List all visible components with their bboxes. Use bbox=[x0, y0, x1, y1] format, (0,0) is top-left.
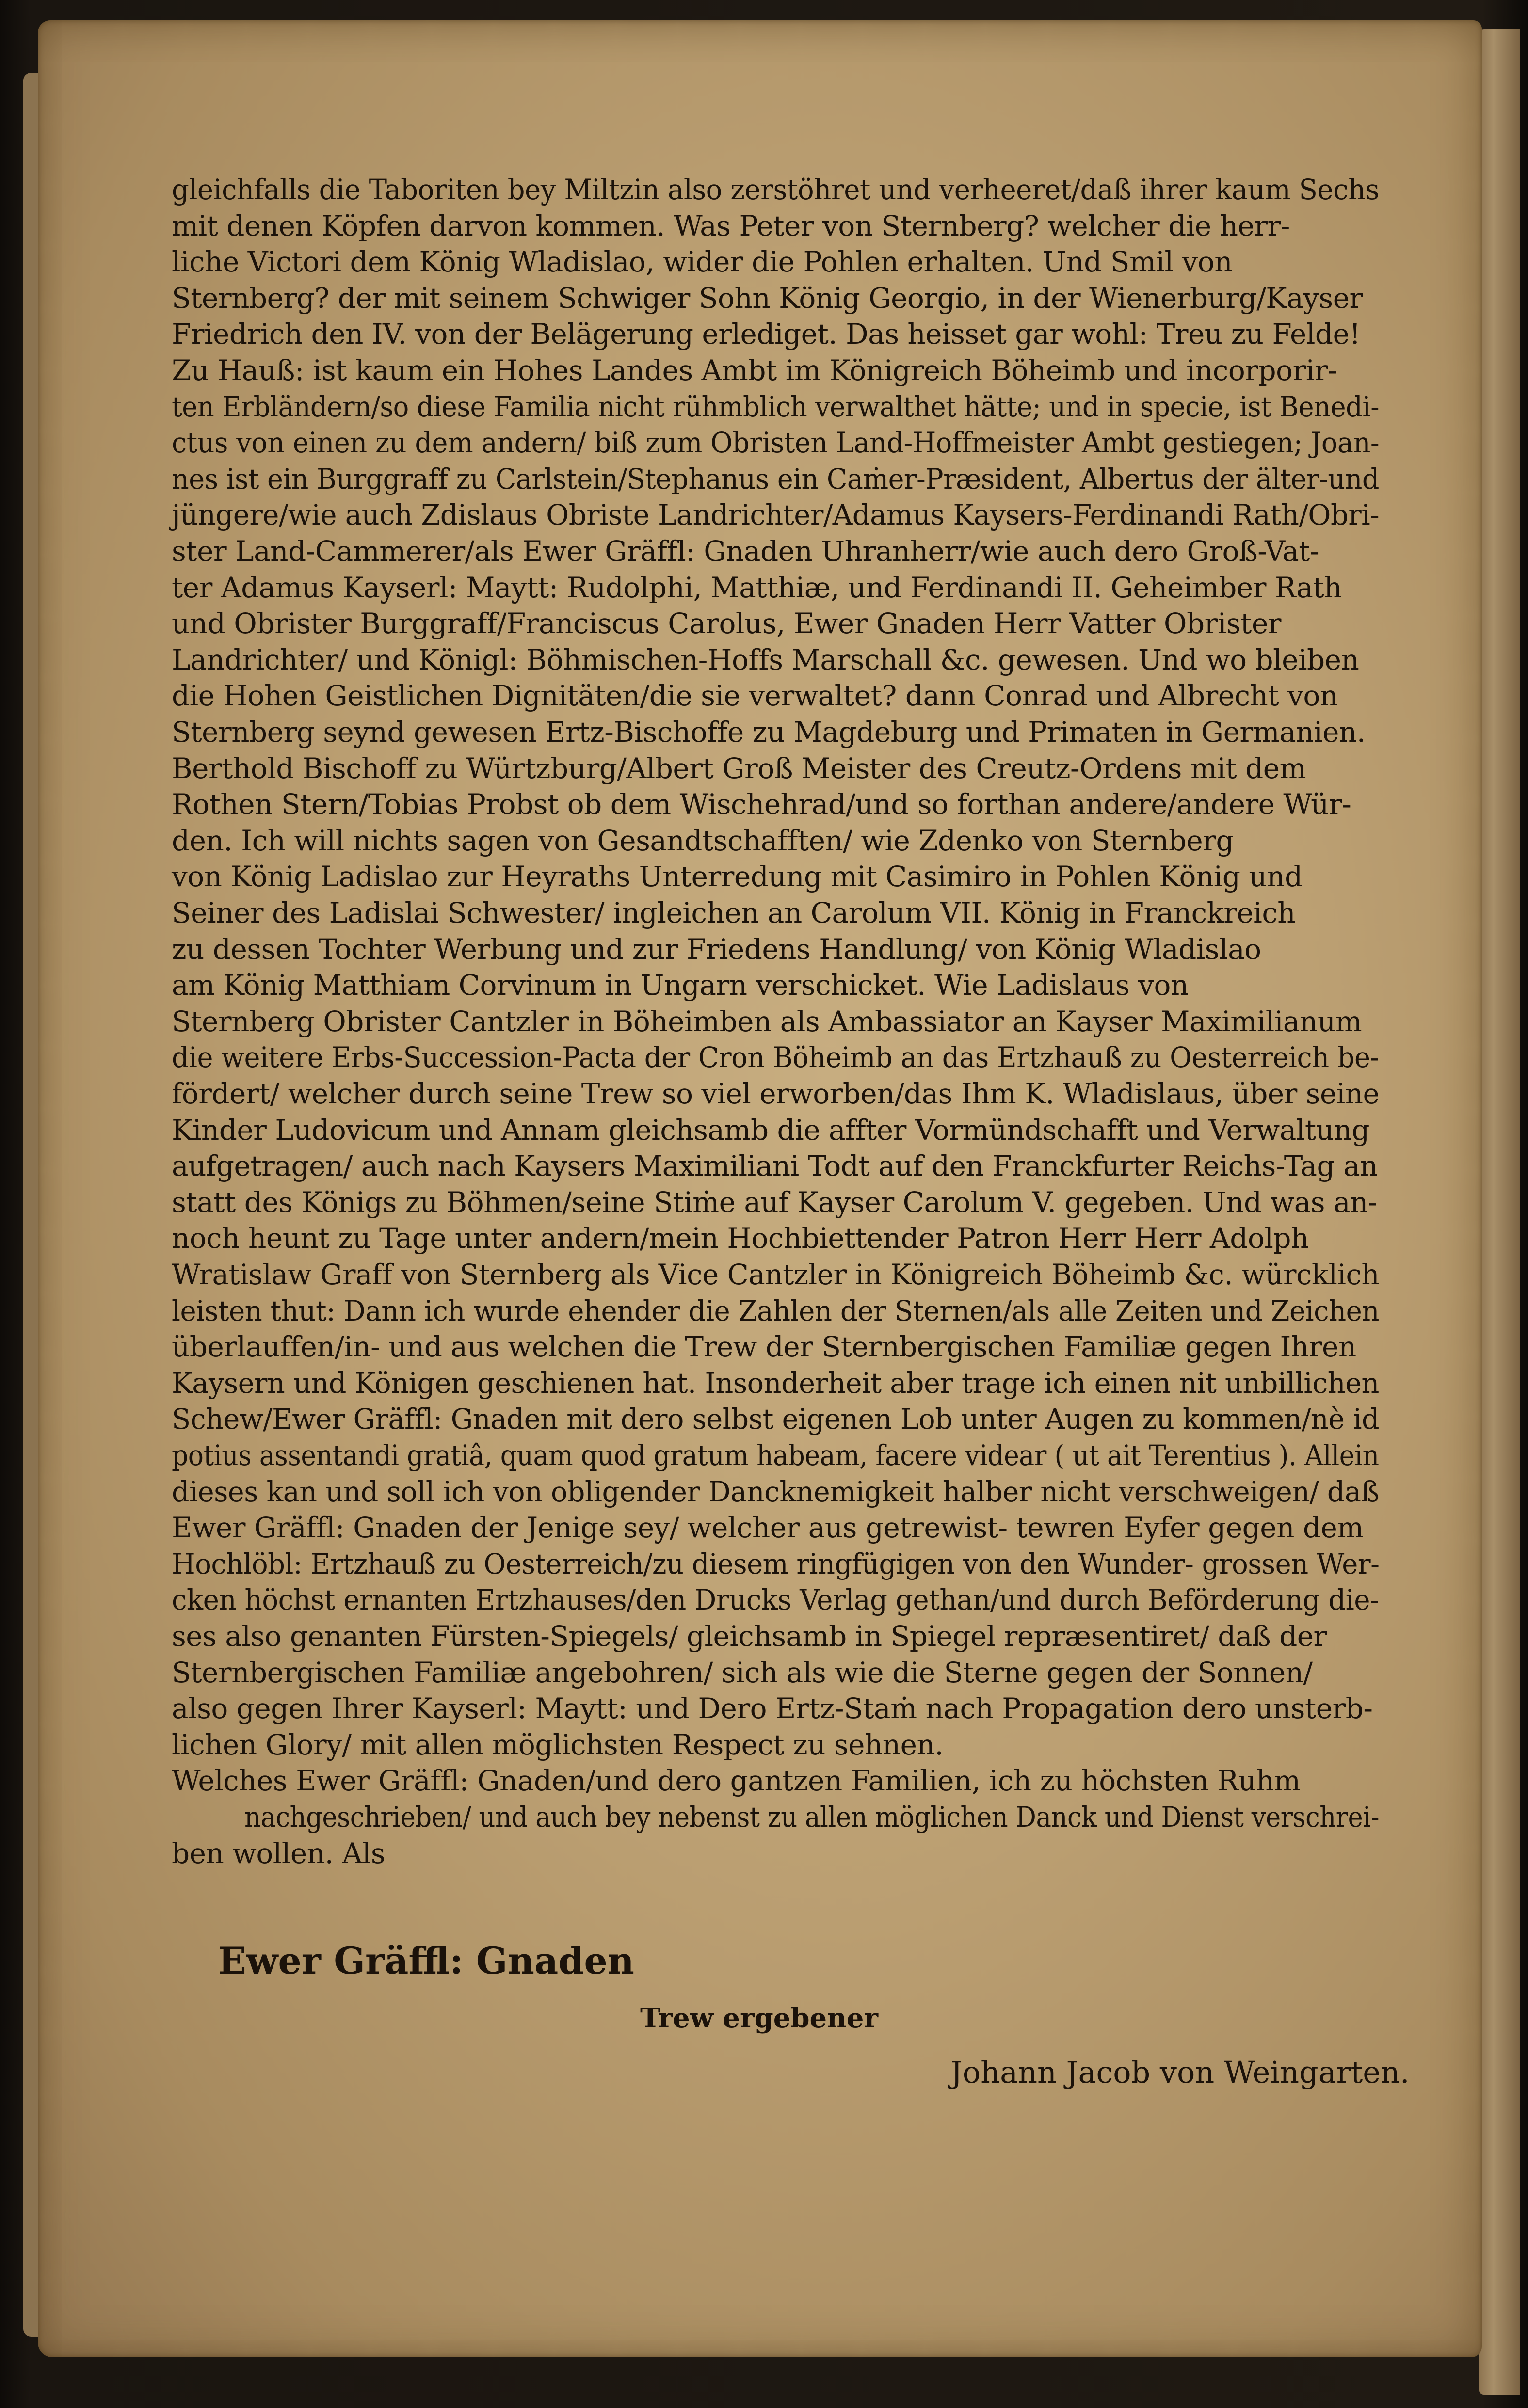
text-line: ter Adamus Kayserl: Maytt: Rudolphi, Matthiæ, und Ferdinandi II. Geheimber Rath bbox=[172, 571, 1342, 604]
text-line: die weitere Erbs-Succession-Pacta der Cron Böheimb an das Ertzhauß zu Oesterreich be- bbox=[172, 1041, 1379, 1074]
text-line: Sternberg seynd gewesen Ertz-Bischoffe zu Magdeburg und Primaten in Germanien. bbox=[172, 716, 1366, 749]
closing-formula: Trew ergebener bbox=[640, 2002, 878, 2034]
text-line: Rothen Stern/Tobias Probst ob dem Wischehrad/und so forthan andere/andere Wür- bbox=[172, 788, 1351, 821]
text-line: ctus von einen zu dem andern/ biß zum Obristen Land-Hoffmeister Ambt gestiegen; Joan- bbox=[172, 426, 1380, 459]
text-line: nes ist ein Burggraff zu Carlstein/Stephanus ein Caṁer-Præsident, Albertus der älter-und bbox=[172, 462, 1379, 495]
text-line: fördert/ welcher durch seine Trew so viel erworben/das Ihm K. Wladislaus, über seine bbox=[172, 1077, 1380, 1110]
text-line: ben wollen. Als bbox=[172, 1837, 386, 1870]
salutation: Ewer Gräffl: Gnaden bbox=[218, 1939, 634, 1982]
text-line: Seiner des Ladislai Schwester/ ingleichen an Carolum VII. König in Franckreich bbox=[172, 896, 1296, 929]
text-line: am König Matthiam Corvinum in Ungarn verschicket. Wie Ladislaus von bbox=[172, 969, 1189, 1002]
adjacent-leaf-edge bbox=[1479, 29, 1520, 2395]
text-line: ster Land-Cammerer/als Ewer Gräffl: Gnaden Uhranherr/wie auch dero Groß-Vat- bbox=[172, 535, 1319, 568]
text-line: leisten thut: Dann ich wurde ehender die Zahlen der Sternen/als alle Zeiten und Zeichen bbox=[172, 1294, 1380, 1327]
text-line: von König Ladislao zur Heyraths Unterredung mit Casimiro in Pohlen König und bbox=[172, 860, 1303, 893]
text-line: überlauffen/in- und aus welchen die Trew der Sternbergischen Familiæ gegen Ihren bbox=[172, 1330, 1356, 1363]
text-line: zu dessen Tochter Werbung und zur Friedens Handlung/ von König Wladislao bbox=[172, 933, 1261, 966]
text-line: Sternberg? der mit seinem Schwiger Sohn König Georgio, in der Wienerburg/Kayser bbox=[172, 282, 1363, 315]
text-line: lichen Glory/ mit allen möglichsten Respect zu sehnen. bbox=[172, 1728, 944, 1761]
text-line: aufgetragen/ auch nach Kaysers Maximiliani Todt auf den Franckfurter Reichs-Tag an bbox=[172, 1149, 1378, 1182]
text-line: und Obrister Burggraff/Franciscus Carolus, Ewer Gnaden Herr Vatter Obrister bbox=[172, 607, 1281, 640]
text-line: Sternbergischen Familiæ angebohren/ sich als wie die Sterne gegen der Sonnen/ bbox=[172, 1656, 1313, 1689]
text-line: Kinder Ludovicum und Annam gleichsamb die affter Vormündschafft und Verwaltung bbox=[172, 1114, 1369, 1147]
text-line: Ewer Gräffl: Gnaden der Jenige sey/ welcher aus getrewist- tewren Eyfer gegen dem bbox=[172, 1511, 1364, 1544]
text-line: Welches Ewer Gräffl: Gnaden/und dero gantzen Familien, ich zu höchsten Ruhm bbox=[172, 1764, 1301, 1797]
text-line: gleichfalls die Taboriten bey Miltzin also zerstöhret und verheeret/daß ihrer kaum Sechs bbox=[172, 173, 1380, 206]
text-line: jüngere/wie auch Zdislaus Obriste Landrichter/Adamus Kaysers-Ferdinandi Rath/Obri- bbox=[172, 498, 1380, 531]
text-line: dieses kan und soll ich von obligender Dancknemigkeit halber nicht verschweigen/ daß bbox=[172, 1475, 1380, 1508]
text-line: liche Victori dem König Wladislao, wider die Pohlen erhalten. Und Smil von bbox=[172, 245, 1233, 278]
text-line: Landrichter/ und Königl: Böhmischen-Hoffs Marschall &c. gewesen. Und wo bleiben bbox=[172, 643, 1359, 676]
signature: Johann Jacob von Weingarten. bbox=[950, 2055, 1410, 2090]
text-line: noch heunt zu Tage unter andern/mein Hochbiettender Patron Herr Herr Adolph bbox=[172, 1222, 1309, 1255]
text-line: potius assentandi gratiâ, quam quod gratum habeam, facere videar ( ut ait Terentius ). Allein bbox=[172, 1439, 1379, 1472]
text-line: statt des Königs zu Böhmen/seine Stiṁe auf Kayser Carolum V. gegeben. Und was an- bbox=[172, 1186, 1378, 1219]
text-line: Sternberg Obrister Cantzler in Böheimben als Ambassiator an Kayser Maximilianum bbox=[172, 1005, 1362, 1038]
text-line: den. Ich will nichts sagen von Gesandtschafften/ wie Zdenko von Sternberg bbox=[172, 824, 1234, 857]
text-line: Zu Hauß: ist kaum ein Hohes Landes Ambt im Königreich Böheimb und incorporir- bbox=[172, 354, 1337, 387]
text-line: cken höchst ernanten Ertzhauses/den Drucks Verlag gethan/und durch Beförderung die- bbox=[172, 1583, 1379, 1616]
text-line: Kaysern und Königen geschienen hat. Insonderheit aber trage ich einen nit unbillichen bbox=[172, 1367, 1379, 1400]
text-line: Hochlöbl: Ertzhauß zu Oesterreich/zu diesem ringfügigen von den Wunder- grossen Wer- bbox=[172, 1547, 1380, 1580]
text-line: Schew/Ewer Gräffl: Gnaden mit dero selbst eigenen Lob unter Augen zu kommen/nè id bbox=[172, 1403, 1380, 1435]
text-line: also gegen Ihrer Kayserl: Maytt: und Dero Ertz-Staṁ nach Propagation dero unsterb- bbox=[172, 1692, 1373, 1725]
text-line: ses also genanten Fürsten-Spiegels/ gleichsamb in Spiegel repræsentiret/ daß der bbox=[172, 1620, 1327, 1653]
text-line: nachgeschrieben/ und auch bey nebenst zu allen möglichen Danck und Dienst verschrei- bbox=[244, 1801, 1380, 1834]
text-line: Berthold Bischoff zu Würtzburg/Albert Groß Meister des Creutz-Ordens mit dem bbox=[172, 752, 1306, 785]
text-line: Wratislaw Graff von Sternberg als Vice Cantzler in Königreich Böheimb &c. würcklich bbox=[172, 1258, 1380, 1291]
letter-body bbox=[172, 171, 1379, 1964]
text-line: mit denen Köpfen darvon kommen. Was Peter von Sternberg? welcher die herr- bbox=[172, 209, 1290, 242]
text-line: Friedrich den IV. von der Belägerung erlediget. Das heisset gar wohl: Treu zu Felde! bbox=[172, 318, 1361, 351]
text-line: ten Erbländern/so diese Familia nicht rühmblich verwalthet hätte; und in specie, ist Benedi- bbox=[172, 390, 1380, 423]
text-line: die Hohen Geistlichen Dignitäten/die sie verwaltet? dann Conrad und Albrecht von bbox=[172, 679, 1338, 712]
